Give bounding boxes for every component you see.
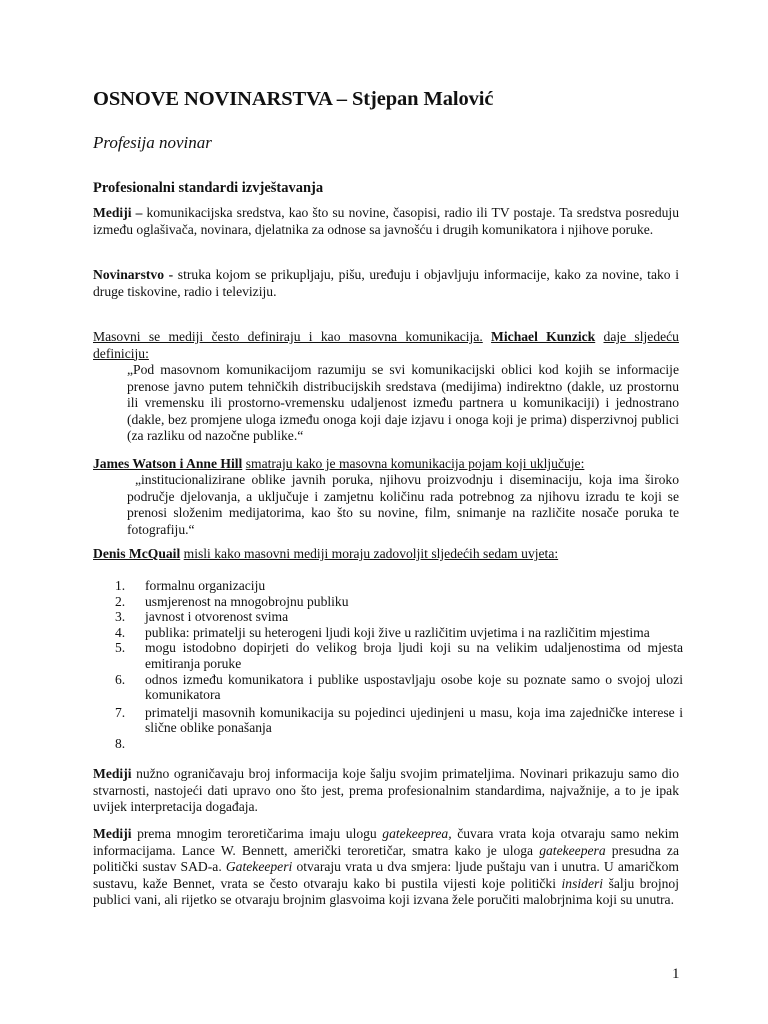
- list-item: [93, 705, 683, 736]
- mcquail-intro: [93, 546, 679, 563]
- document-title: OSNOVE NOVINARSTVA – Stjepan Malović: [93, 88, 494, 110]
- list-item-number: 3.: [115, 609, 126, 625]
- list-item: [93, 594, 683, 610]
- list-item: [93, 578, 683, 594]
- novinarstvo-definition: [93, 267, 679, 300]
- list-item: [93, 736, 683, 752]
- list-item-number: 2.: [115, 593, 126, 609]
- kunzick-name: Michael Kunzick: [491, 329, 596, 344]
- mediji-term: Mediji –: [93, 205, 143, 220]
- gatekeeper-text-2: čuvara vrata koja otvaraju samo nekim informacijama. Lance W. Bennett, američki teroretičar, smatra kako je uloga: [93, 826, 679, 858]
- list-item-text: publika: primatelji su heterogeni ljudi koji žive u različitim uvjetima i na različitim mjestima: [145, 624, 650, 640]
- page-number: 1: [672, 966, 680, 982]
- gatekeeper-text-5: šalju brojnoj publici vani, ali rijetko se otvaraju brojnim glasvoima koji izvana žele poručiti malobrjnima koji su unutra.: [93, 875, 679, 908]
- gatekeeper-text-1: prema mnogim teroretičarima imaju ulogu: [137, 826, 377, 841]
- list-item-number: 6.: [115, 671, 126, 687]
- list-item: [93, 609, 683, 625]
- gatekeeper-italic-2: gatekeepera: [539, 842, 606, 858]
- watson-intro: [93, 456, 679, 473]
- kunzick-intro-text-b: daje sljedeću definiciju:: [93, 329, 679, 361]
- gatekeeper-italic-1: gatekeeprea,: [382, 826, 452, 841]
- watson-quote: „institucionalizirane oblike javnih poruka, njihovu proizvodnju i diseminaciju, koja ima široko područje djelovanja, a uključuje i zamjetnu količinu rada potrebnog za njihovu izradu te koji se prenosi složenim medijatorima, kao što su novine, film, snimanje na različite nosače poruka te fotografiju.“: [127, 472, 679, 537]
- list-item-text: odnos između komunikatora i publike uspostavljaju osobe koje su poznate samo o svojoj ulozi komunikatora: [145, 671, 683, 703]
- list-item-number: 1.: [115, 578, 126, 593]
- mcquail-intro-text: misli kako masovni mediji moraju zadovoljit sljedećih sedam uvjeta:: [183, 546, 559, 561]
- chapter-subtitle: Profesija novinar: [93, 133, 212, 152]
- list-item-number: 7.: [115, 704, 126, 720]
- kunzick-intro-text-a: Masovni se mediji često definiraju i kao masovna komunikacija.: [93, 329, 483, 344]
- list-item: [93, 672, 683, 703]
- list-item-text: javnost i otvorenost svima: [145, 609, 289, 625]
- mediji-definition: [93, 205, 679, 238]
- list-item: [93, 625, 683, 641]
- watson-names: James Watson i Anne Hill: [93, 456, 243, 471]
- novinarstvo-definition-text: struka kojom se prikupljaju, pišu, uređuju i objavljuju informacije, kako za novine, tako i druge tiskovine, radio i televiziju.: [93, 267, 679, 299]
- gatekeeper-italic-4: insideri: [561, 875, 604, 891]
- section-heading: Profesionalni standardi izvještavanja: [93, 180, 324, 196]
- kunzick-quote: „Pod masovnom komunikacijom razumiju se svi komunikacijski oblici kod kojih se informacije prenose javno putem tehničkih distribucijskih sredstava (medijima) indirektno (dakle, uz prostornu ili vremensku ili prostorno-vremensku udaljenost između partnera u komunikaciji) i jednostrano (dakle, bez promjene uloga između onoga koji daje izjavu i onoga koji je prima) disperzivnoj publici (za razliku od nazočne publike.“: [127, 362, 679, 444]
- mediji-limit-term: Mediji: [93, 766, 132, 781]
- mediji-definition-text: komunikacijska sredstva, kao što su novine, časopisi, radio ili TV postaje. Ta sredstva posreduju između oglašivača, novinara, djelatnika za odnose sa javnošću i drugih komunikatora i njihove poruke.: [93, 205, 679, 237]
- gatekeeper-text-4: otvaraju vrata u dva smjera: ljude puštaju van i unutra. U amaričkom sustavu, kaže Bennet, vrata se često otvaraju kako bi pustila vijesti koje politički: [93, 859, 679, 891]
- list-item-number: 5.: [115, 640, 126, 656]
- list-item-text: usmjerenost na mnogobrojnu publiku: [145, 593, 349, 609]
- mcquail-name: Denis McQuail: [93, 546, 181, 561]
- list-item-text: mogu istodobno dopirjeti do velikog broja ljudi koji su na velikim udaljenostima od mjesta emitiranja poruke: [145, 640, 683, 671]
- gatekeeper-text-3: presudna za politički sustav SAD-a.: [93, 842, 679, 875]
- gatekeeper-paragraph: [93, 826, 679, 909]
- watson-intro-text: smatraju kako je masovna komunikacija pojam koji uključuje:: [245, 456, 585, 471]
- list-item-text: formalnu organizaciju: [145, 578, 266, 593]
- gatekeeper-term: Mediji: [93, 826, 132, 841]
- mediji-limitation-paragraph: [93, 766, 679, 816]
- list-item-text: primatelji masovnih komunikacija su pojedinci ujedinjeni u masu, koja ima zajedničke interese i slične oblike ponašanja: [145, 704, 683, 736]
- conditions-list: [93, 578, 683, 752]
- list-item: [93, 640, 683, 671]
- kunzick-intro: [93, 329, 679, 362]
- list-item-number: 4.: [115, 624, 126, 640]
- gatekeeper-italic-3: Gatekeeperi: [225, 859, 293, 875]
- list-item-number: 8.: [115, 735, 126, 751]
- novinarstvo-term: Novinarstvo -: [93, 267, 174, 282]
- mediji-limit-text: nužno ograničavaju broj informacija koje šalju svojim primateljima. Novinari prikazuju samo dio stvarnosti, nastojeći dati upravo ono što jest, prema profesionalnim standardima, najvažnije, a to je ipak uvijek interpretacija događaja.: [93, 766, 679, 815]
